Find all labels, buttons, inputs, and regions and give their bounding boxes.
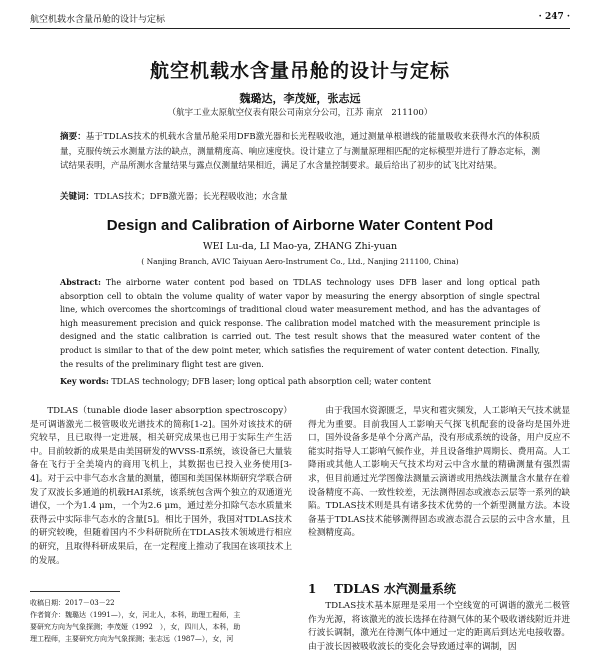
footnote-line: 理工程师，主要研究方向为气象探测；张志远（1987—），女，河 [30, 635, 234, 643]
running-header [30, 12, 570, 26]
english-abstract-text: The airborne water content pod based on TDLAS technology uses DFB laser and long optical path absorption cell to obtain the volume quality of water vapor by measuring the energy absorption of single spectral line, which overcomes the shortcomings of traditional cloud water measurement method, and has the advantages of high measurement precision and quick response. The calibration model matched with the measurement principle is designed and the static calibration is carried out. The test result shows that the measured water content of the product is similar to that of the dew point meter, which satisfies the requirement of water content detection. Finally, the results of the preliminary flight test are given. [60, 278, 540, 369]
section-heading [308, 580, 570, 597]
section-paragraph: TDLAS技术基本原理是采用一个空线宽的可调谐的激光二极管作为光源，将该激光的波长选择在待测气体的某个吸收谱线附近并进行波长调制，激光在待测气体中通过一定的距离后到达光电接收器。由于波长因被吸收波长的变化会导致通过率的调制，因 [308, 601, 570, 652]
left-column-paragraph: TDLAS（tunable diode laser absorption spectroscopy）是可调谐激光二极管吸收光谱技术的简称[1-2]。国外对该技术的研究较早，且已取得一定进展，相关研究成果也已用于实际生产生活中。目前较新的成果是由美国研发的WVSS-Ⅱ系统，该设备已大量装备在飞行于全美境内的商用飞机上，其数据也已投入业务使用[3-4]。对于云中非气态水含量的测量，德国和美国保林斯研究学联合研发了双波长多通道的机载HAI系统，该系统包含两个独立的双通道光谱仪，一个为1.4 μm，一个为2.6 μm，通过差分扣除气态水质量来获得云中实际非气态水的含量[5]。相比于国外，我国对TDLAS技术的研究较晚，但随着国内不少科研院所在TDLAS技术领域进行相应的研究，且取得科研成果后，在一定程度上推动了我国在该项技术上的发展。 [30, 406, 292, 566]
english-abstract [60, 276, 540, 371]
english-keywords-text: TDLAS technology; DFB laser; long optical path absorption cell; water content [111, 377, 431, 386]
section-title: TDLAS 水汽测量系统 [334, 582, 456, 596]
header-rule [30, 28, 570, 29]
english-keywords-label: Key words: [60, 376, 109, 386]
chinese-keywords [60, 190, 540, 204]
running-title: 航空机载水含量吊舱的设计与定标 [30, 15, 166, 25]
english-authors: WEI Lu-da, LI Mao-ya, ZHANG Zhi-yuan [202, 241, 398, 252]
page-number: · 247 · [538, 12, 570, 22]
chinese-title: 航空机载水含量吊舱的设计与定标 [149, 60, 450, 82]
footnote [30, 597, 292, 645]
footnote-line: 要研究方向为气象探测；李茂娅（1992 ），女，四川人，本科，助 [30, 623, 241, 631]
footnote-received: 收稿日期：2017－03－22 [30, 599, 115, 607]
english-abstract-label: Abstract: [60, 277, 101, 287]
chinese-abstract-text: 基于TDLAS技术的机载水含量吊舱采用DFB激光器和长光程吸收池，通过测量单根谱线的能量吸收来获得水汽的体积质量，克服传统云水测量方法的缺点，测量精度高、响应速度快。设计建立了与测量原理相匹配的定标模型并进行了静态定标，测试结果表明，产品所测水含量结果与露点仪测量结果相近，满足了水含量控制要求。最后给出了初步的试飞比对结果。 [60, 132, 540, 171]
english-keywords [60, 375, 540, 388]
footnote-line: 作者简介：魏璐达（1991—），女，河北人，本科，助理工程师，主 [30, 611, 241, 619]
chinese-abstract-label: 摘要： [60, 132, 86, 142]
chinese-affiliation: （航宇工业太原航空仪表有限公司南京分公司，江苏 南京 211100） [167, 108, 433, 118]
footnote-rule [30, 591, 120, 592]
chinese-abstract [60, 130, 540, 174]
english-title: Design and Calibration of Airborne Water Content Pod [106, 217, 494, 234]
right-column-paragraph: 由于我国水资源匮乏，旱灾和雹灾频发，人工影响天气技术就显得尤为重要。目前我国人工影响天气探飞机配套的设备均是国外进口，国外设备多是单个分离产品，没有形成系统的设备，用户反应不能实时指导人工影响气候作业，并且设备维护周期长、费用高。人工降雨或其他人工影响天气技术均对云中含水量的精确测量有强烈需求，但目前通过光学图像法测量云滴谱或用热线法测量含水量存在着设备精度不高、一致性较差，无法测得固态或液态云层等一系列的缺陷。TDLAS技术则是具有诸多技术优势的一个新型测量方法。本设备基于TDLAS技术能够测得固态或液态混合云层的云中含水量，且检测精度高。 [308, 406, 570, 539]
section-number: 1 [308, 582, 317, 596]
chinese-keywords-text: TDLAS技术；DFB激光器；长光程吸收池；水含量 [94, 192, 288, 202]
chinese-keywords-label: 关键词： [60, 192, 95, 202]
english-affiliation: ( Nanjing Branch, AVIC Taiyuan Aero-Instrument Co., Ltd., Nanjing 211100, China) [141, 257, 459, 266]
chinese-authors: 魏璐达，李茂娅，张志远 [239, 92, 361, 105]
